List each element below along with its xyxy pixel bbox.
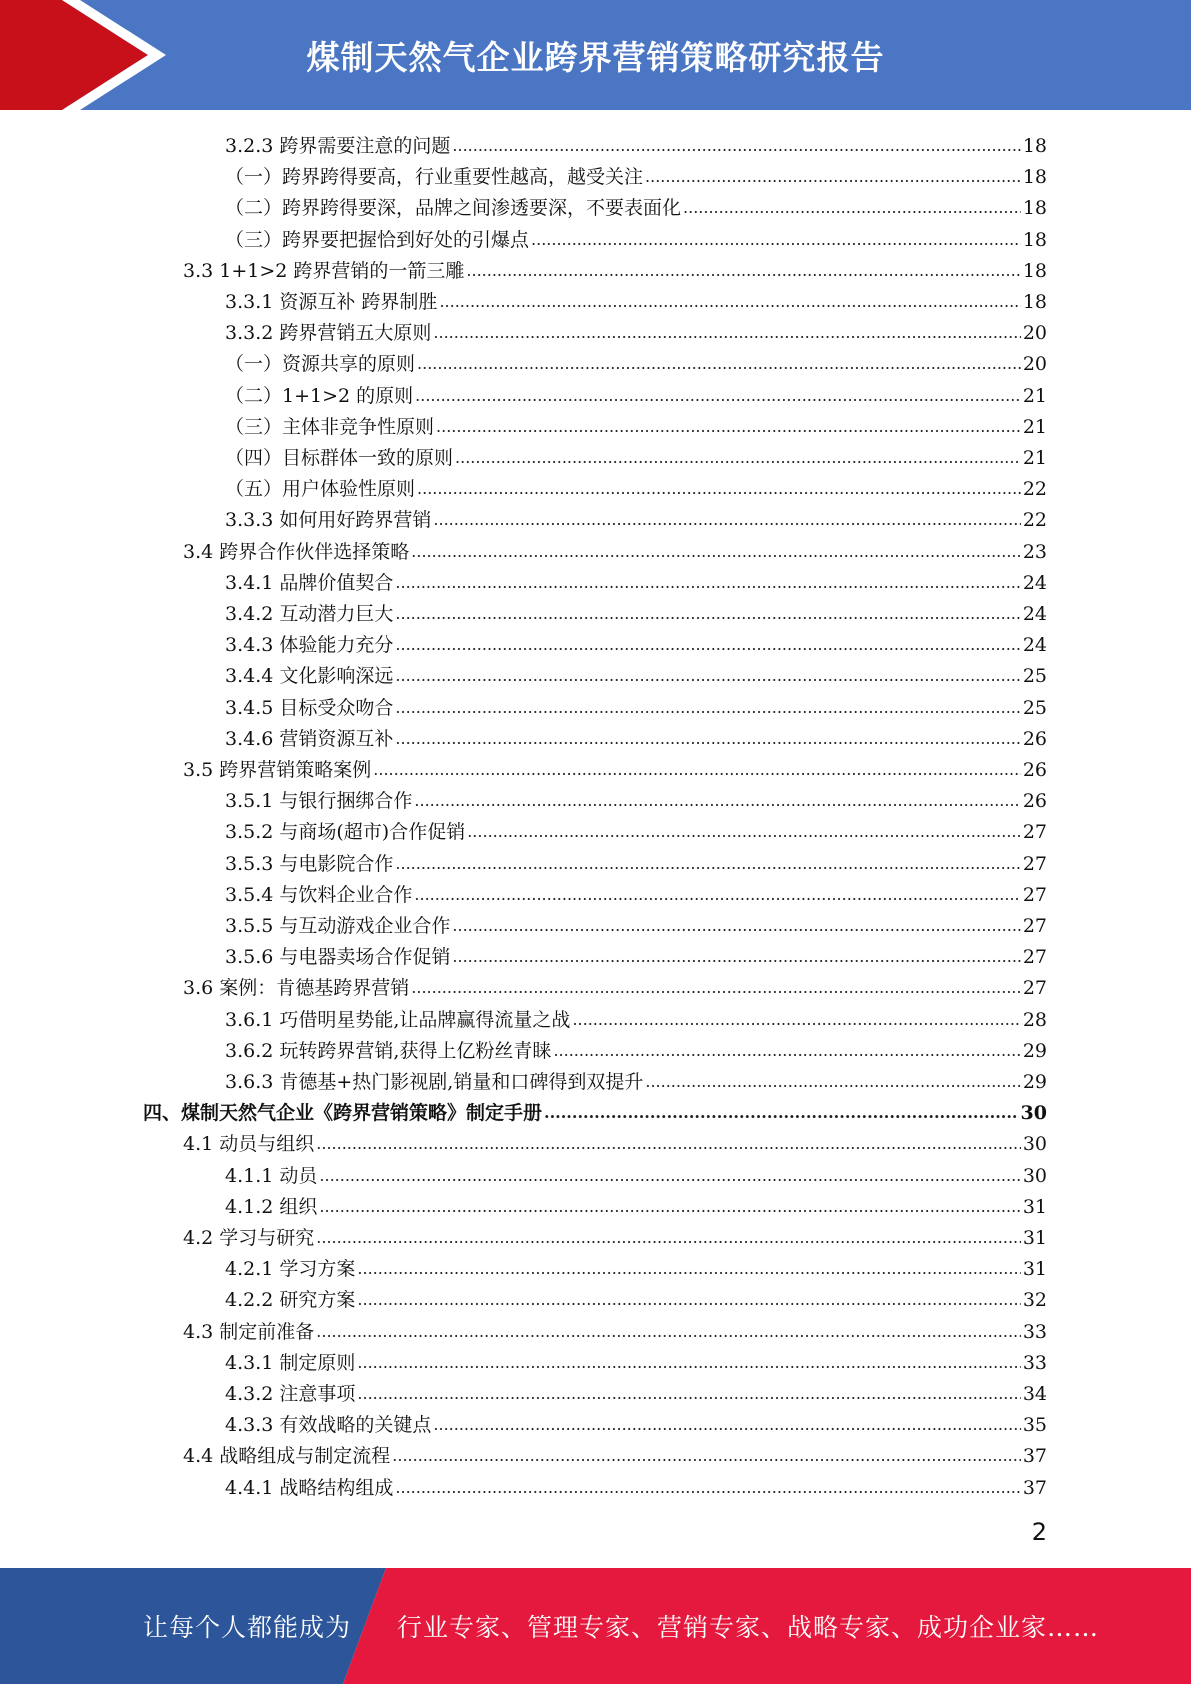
toc-dot-leader	[395, 1478, 1020, 1498]
toc-entry-title: 4.1.1 动员	[225, 1164, 318, 1187]
toc-dot-leader	[572, 1010, 1020, 1030]
toc-dot-leader	[316, 1228, 1021, 1248]
toc-entry-page: 18	[1022, 197, 1047, 220]
toc-entry[interactable]	[183, 1437, 1047, 1468]
toc-entry[interactable]	[225, 626, 1047, 657]
toc-entry[interactable]	[225, 1188, 1047, 1219]
toc-entry[interactable]	[225, 158, 1047, 189]
toc-dot-leader	[433, 323, 1020, 343]
toc-dot-leader	[433, 1415, 1020, 1435]
toc-dot-leader	[316, 1134, 1021, 1154]
toc-dot-leader	[553, 1041, 1020, 1061]
toc-entry-page: 27	[1022, 883, 1047, 906]
toc-entry-page: 27	[1022, 915, 1047, 937]
toc-entry-title: （二）1+1>2 的原则	[225, 384, 414, 407]
toc-entry-title: 3.3.3 如何用好跨界营销	[225, 509, 432, 532]
toc-dot-leader	[395, 729, 1020, 749]
toc-dot-leader	[395, 604, 1020, 624]
toc-dot-leader	[531, 230, 1021, 250]
header-banner	[0, 0, 1191, 110]
toc-entry-title: 3.5.1 与银行捆绑合作	[225, 790, 413, 813]
toc-entry[interactable]	[225, 1406, 1047, 1437]
toc-entry-title: 4.1.2 组织	[225, 1195, 318, 1218]
toc-entry-title: 3.4.4 文化影响深远	[225, 665, 394, 688]
toc-entry[interactable]	[183, 252, 1047, 283]
toc-entry-page: 23	[1022, 540, 1047, 563]
toc-entry-page: 31	[1022, 1195, 1047, 1218]
toc-entry-title: （四）目标群体一致的原则	[225, 447, 454, 469]
toc-entry[interactable]	[183, 1313, 1047, 1344]
toc-entry-page: 26	[1022, 759, 1047, 781]
toc-entry-page: 28	[1022, 1008, 1047, 1031]
toc-entry-page: 18	[1022, 166, 1047, 189]
footer-slogan-right: 行业专家、管理专家、营销专家、战略专家、成功企业家……	[397, 1613, 1100, 1642]
toc-dot-leader	[395, 573, 1020, 593]
toc-dot-leader	[395, 635, 1020, 655]
toc-entry-page: 24	[1022, 571, 1047, 594]
toc-entry-title: （三）跨界要把握恰到好处的引爆点	[225, 228, 530, 251]
toc-entry-page: 26	[1022, 790, 1047, 813]
toc-entry[interactable]	[225, 720, 1047, 751]
toc-entry[interactable]	[225, 221, 1047, 252]
toc-entry[interactable]	[225, 595, 1047, 626]
toc-dot-leader	[544, 1103, 1019, 1123]
toc-entry[interactable]	[225, 782, 1047, 813]
toc-entry[interactable]	[143, 1094, 1047, 1125]
toc-entry[interactable]	[225, 314, 1047, 345]
toc-entry[interactable]	[225, 1001, 1047, 1032]
toc-entry-page: 30	[1020, 1102, 1047, 1125]
toc-entry-title: 3.5.3 与电影院合作	[225, 852, 394, 875]
toc-dot-leader	[452, 947, 1020, 967]
toc-entry-page: 18	[1022, 259, 1047, 282]
toc-entry-title: 3.5.5 与互动游戏企业合作	[225, 915, 451, 937]
toc-dot-leader	[373, 760, 1021, 780]
toc-dot-leader	[411, 542, 1021, 562]
toc-entry-page: 34	[1022, 1383, 1047, 1405]
footer-banner	[0, 1568, 1191, 1684]
toc-entry[interactable]	[225, 813, 1047, 844]
toc-entry[interactable]	[225, 127, 1047, 158]
toc-entry[interactable]	[225, 938, 1047, 969]
toc-entry-page: 20	[1022, 322, 1047, 345]
toc-entry[interactable]	[225, 439, 1047, 470]
toc-entry-title: 3.4.2 互动潜力巨大	[225, 603, 394, 625]
toc-entry-page: 33	[1022, 1351, 1047, 1374]
toc-dot-leader	[415, 386, 1021, 406]
toc-entry-page: 24	[1022, 603, 1047, 625]
toc-entry[interactable]	[225, 1063, 1047, 1094]
toc-entry-page: 30	[1022, 1133, 1047, 1156]
toc-dot-leader	[466, 261, 1020, 281]
toc-dot-leader	[395, 698, 1020, 718]
toc-entry[interactable]	[225, 1375, 1047, 1406]
toc-entry-page: 33	[1022, 1320, 1047, 1343]
toc-entry-page: 31	[1022, 1227, 1047, 1249]
toc-entry-page: 25	[1022, 665, 1047, 688]
toc-entry-title: 3.3.1 资源互补 跨界制胜	[225, 291, 438, 313]
toc-dot-leader	[357, 1259, 1020, 1279]
toc-entry-page: 20	[1022, 353, 1047, 376]
footer-slogan-left: 让每个人都能成为	[143, 1613, 352, 1642]
page-number: 2	[1031, 1518, 1047, 1546]
toc-entry-title: （一）跨界跨得要高，行业重要性越高，越受关注	[225, 166, 644, 189]
toc-entry-page: 27	[1022, 977, 1047, 1000]
toc-entry-page: 18	[1022, 291, 1047, 313]
toc-dot-leader	[411, 978, 1021, 998]
toc-entry-page: 18	[1022, 135, 1047, 157]
toc-entry-page: 18	[1022, 228, 1047, 251]
toc-entry[interactable]	[225, 657, 1047, 688]
toc-entry-title: 4.1 动员与组织	[183, 1133, 315, 1156]
toc-entry-title: （五）用户体验性原则	[225, 478, 416, 501]
toc-entry-title: 3.3.2 跨界营销五大原则	[225, 322, 432, 345]
toc-entry-title: 4.2.1 学习方案	[225, 1258, 356, 1281]
toc-dot-leader	[452, 916, 1020, 936]
toc-dot-leader	[645, 167, 1021, 187]
toc-entry-title: 3.6 案例：肯德基跨界营销	[183, 977, 410, 1000]
toc-entry-page: 29	[1022, 1071, 1047, 1093]
toc-entry-page: 21	[1022, 447, 1047, 469]
toc-entry[interactable]	[225, 1281, 1047, 1312]
toc-entry-page: 26	[1022, 727, 1047, 750]
toc-entry[interactable]	[225, 1250, 1047, 1281]
toc-entry[interactable]	[225, 377, 1047, 408]
toc-dot-leader	[417, 479, 1021, 499]
toc-dot-leader	[433, 510, 1020, 530]
toc-dot-leader	[357, 1353, 1020, 1373]
toc-dot-leader	[319, 1166, 1020, 1186]
toc-entry[interactable]	[225, 1157, 1047, 1188]
toc-dot-leader	[439, 292, 1020, 312]
toc-entry-title: 四、煤制天然气企业《跨界营销策略》制定手册	[143, 1102, 543, 1125]
toc-entry[interactable]	[225, 845, 1047, 876]
toc-entry-title: 3.4.5 目标受众吻合	[225, 696, 394, 719]
toc-entry-page: 37	[1022, 1476, 1047, 1499]
toc-dot-leader	[357, 1384, 1020, 1404]
toc-entry-page: 22	[1022, 478, 1047, 501]
toc-entry-title: 4.2 学习与研究	[183, 1227, 315, 1249]
toc-entry[interactable]	[183, 969, 1047, 1000]
toc-entry-title: （三）主体非竞争性原则	[225, 415, 435, 438]
toc-entry-title: 4.2.2 研究方案	[225, 1289, 356, 1312]
document-title: 煤制天然气企业跨界营销策略研究报告	[306, 37, 885, 77]
toc-dot-leader	[455, 448, 1021, 468]
toc-entry[interactable]	[225, 501, 1047, 532]
toc-entry[interactable]	[225, 283, 1047, 314]
toc-entry[interactable]	[225, 189, 1047, 220]
toc-entry-title: 3.5.2 与商场(超市)合作促销	[225, 821, 466, 844]
toc-dot-leader	[357, 1290, 1020, 1310]
toc-entry[interactable]	[183, 533, 1047, 564]
toc-entry[interactable]	[225, 345, 1047, 376]
toc-entry-title: 4.3.2 注意事项	[225, 1383, 356, 1405]
toc-entry-page: 25	[1022, 696, 1047, 719]
toc-entry[interactable]	[225, 907, 1047, 938]
toc-entry-page: 30	[1022, 1164, 1047, 1187]
toc-dot-leader	[645, 1072, 1020, 1092]
toc-dot-leader	[414, 885, 1020, 905]
toc-dot-leader	[683, 198, 1021, 218]
toc-entry-page: 21	[1022, 415, 1047, 438]
toc-entry-page: 31	[1022, 1258, 1047, 1281]
toc-dot-leader	[395, 854, 1020, 874]
toc-entry-title: 4.3.3 有效战略的关键点	[225, 1414, 432, 1437]
toc-entry-page: 35	[1022, 1414, 1047, 1437]
toc-dot-leader	[417, 354, 1021, 374]
toc-entry-page: 27	[1022, 946, 1047, 969]
toc-entry-page: 21	[1022, 384, 1047, 407]
toc-entry[interactable]	[225, 1344, 1047, 1375]
toc-entry-title: 3.4.3 体验能力充分	[225, 634, 394, 657]
toc-entry-page: 27	[1022, 852, 1047, 875]
toc-entry-page: 27	[1022, 821, 1047, 844]
toc-dot-leader	[452, 136, 1020, 156]
toc-entry[interactable]	[225, 876, 1047, 907]
toc-dot-leader	[319, 1197, 1020, 1217]
toc-entry-title: 3.5.4 与饮料企业合作	[225, 883, 413, 906]
toc-entry-title: 3.5.6 与电器卖场合作促销	[225, 946, 451, 969]
toc-entry-title: 3.2.3 跨界需要注意的问题	[225, 135, 451, 157]
toc-entry-title: 3.4.1 品牌价值契合	[225, 571, 394, 594]
toc-entry-title: 4.4.1 战略结构组成	[225, 1476, 394, 1499]
toc-entry[interactable]	[183, 1125, 1047, 1156]
toc-entry[interactable]	[225, 1469, 1047, 1500]
toc-entry-title: 3.6.3 肯德基+热门影视剧,销量和口碑得到双提升	[225, 1071, 644, 1093]
toc-dot-leader	[436, 417, 1021, 437]
toc-entry[interactable]	[225, 1032, 1047, 1063]
toc-entry-page: 22	[1022, 509, 1047, 532]
toc-entry-title: 3.6.1 巧借明星势能,让品牌赢得流量之战	[225, 1008, 571, 1031]
toc-entry[interactable]	[225, 470, 1047, 501]
toc-entry[interactable]	[225, 564, 1047, 595]
toc-dot-leader	[395, 666, 1020, 686]
toc-entry-title: 3.6.2 玩转跨界营销,获得上亿粉丝青睐	[225, 1039, 552, 1062]
toc-entry[interactable]	[225, 408, 1047, 439]
toc-dot-leader	[467, 822, 1021, 842]
toc-entry-page: 24	[1022, 634, 1047, 657]
toc-entry-title: 4.3 制定前准备	[183, 1320, 315, 1343]
toc-entry-title: 3.3 1+1>2 跨界营销的一箭三雕	[183, 259, 465, 282]
toc-entry-page: 37	[1022, 1445, 1047, 1468]
toc-entry-page: 29	[1022, 1039, 1047, 1062]
toc-entry[interactable]	[183, 1219, 1047, 1250]
toc-dot-leader	[316, 1322, 1021, 1342]
toc-dot-leader	[392, 1446, 1021, 1466]
toc-entry-page: 32	[1022, 1289, 1047, 1312]
toc-entry-title: （一）资源共享的原则	[225, 353, 416, 376]
toc-entry[interactable]	[183, 751, 1047, 782]
toc-entry-title: 4.3.1 制定原则	[225, 1351, 356, 1374]
toc-entry-title: 3.4 跨界合作伙伴选择策略	[183, 540, 410, 563]
toc-entry-title: 3.5 跨界营销策略案例	[183, 759, 372, 781]
toc-dot-leader	[414, 791, 1020, 811]
toc-entry-title: （二）跨界跨得要深，品牌之间渗透要深，不要表面化	[225, 197, 682, 220]
toc-entry-title: 3.4.6 营销资源互补	[225, 727, 394, 750]
toc-entry-title: 4.4 战略组成与制定流程	[183, 1445, 391, 1468]
toc-entry[interactable]	[225, 689, 1047, 720]
